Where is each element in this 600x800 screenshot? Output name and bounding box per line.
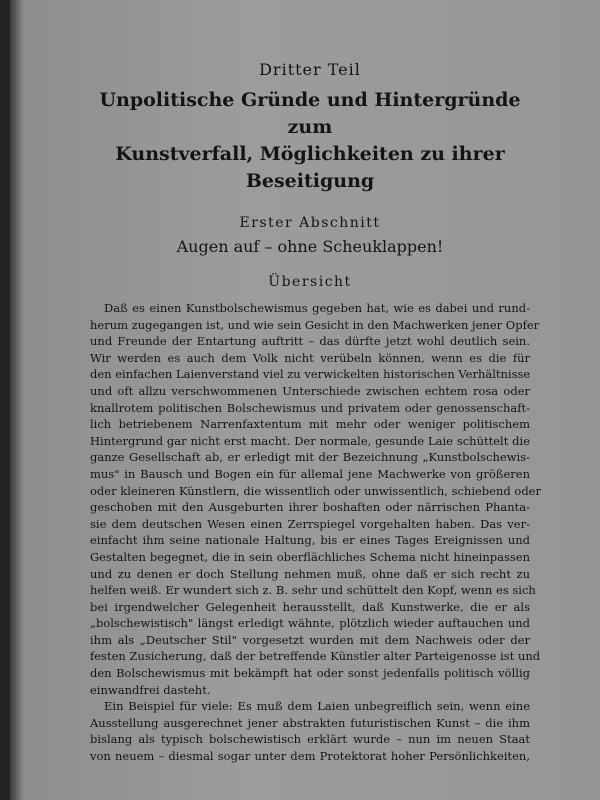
text-line: und zu denen er doch Stellung nehmen muß, ohne daß er sich recht zu (90, 566, 530, 581)
text-line: ganze Gesellschaft ab, er erledigt mit der Bezeichnung „Kunstbolschewis- (90, 450, 530, 465)
text-line: bei irgendwelcher Gelegenheit herausstellt, daß Kunstwerke, die er als (90, 599, 530, 614)
text-line: einwandfrei dasteht. (90, 682, 211, 697)
overview-heading: Übersicht (268, 274, 352, 290)
text-line: den einfachen Laienverstand viel zu verwickelten historischen Verhältnisse (90, 367, 531, 382)
text-line: einfacht ihm seine nationale Haltung, bis er eines Tages Ereignissen und (90, 533, 530, 548)
text-line: helfen weiß. Er wundert sich z. B. sehr und schüttelt den Kopf, wenn es sich (90, 583, 536, 598)
text-line: geschoben mit den Ausgeburten ihrer boshaften oder närrischen Phanta- (90, 500, 530, 515)
text-line: festen Zusicherung, daß der betreffende Künstler alter Parteigenosse ist und (90, 649, 541, 664)
chapter-title-line-1: Unpolitische Gründe und Hintergründe zum (99, 89, 521, 138)
text-line: Gestalten begegnet, die in sein oberflächliches Schema nicht hineinpassen (90, 549, 530, 564)
book-page (10, 0, 600, 800)
text-line: Ausstellung ausgerechnet jener abstrakten futuristischen Kunst – die ihm (90, 715, 530, 730)
text-line: ihm als „Deutscher Stil" vorgesetzt wurden mit dem Nachweis oder der (90, 632, 530, 647)
chapter-title (90, 87, 530, 195)
chapter-title-line-2: Kunstverfall, Möglichkeiten zu ihrer Beseitigung (115, 143, 505, 192)
text-line: „bolschewistisch" längst erledigt wähnte, plötzlich wieder auftauchen und (90, 616, 530, 631)
body-text (90, 300, 541, 765)
text-line: mus" in Bausch und Bogen ein für allemal jene Machwerke von größeren (90, 466, 530, 481)
text-line: knallrotem politischen Bolschewismus und privatem oder genossenschaft- (90, 400, 530, 415)
text-line: bislang als typisch bolschewistisch erklärt wurde – nun im neuen Staat (90, 732, 530, 747)
text-line: sie dem deutschen Wesen einen Zerrspiegel vorgehalten haben. Das ver- (90, 516, 530, 531)
text-line: den Bolschewismus mit bekämpft hat oder sonst jedenfalls politisch völlig (90, 666, 530, 681)
text-line: Daß es einen Kunstbolschewismus gegeben hat, wie es dabei und rund- (104, 301, 530, 315)
part-heading: Dritter Teil (259, 60, 361, 79)
text-line: herum zugegangen ist, und wie sein Gesicht in den Machwerken jener Opfer (90, 317, 540, 332)
text-line: lich betriebenem Narrenfaxtentum mit mehr oder weniger politischem (90, 417, 530, 432)
text-line: Wir werden es auch dem Volk nicht verübeln können, wenn es die für (90, 350, 530, 365)
text-line: und oft allzu verschwommenen Unterschiede zwischen echtem rosa oder (90, 383, 530, 398)
page-content (90, 60, 541, 765)
section-heading: Erster Abschnitt (239, 215, 381, 231)
page-gutter-shadow (10, 0, 24, 800)
text-line: Hintergrund gar nicht erst macht. Der normale, gesunde Laie schüttelt die (90, 433, 530, 448)
text-line: von neuem – diesmal sogar unter dem Protektorat hoher Persönlichkeiten, (90, 749, 530, 764)
section-subtitle: Augen auf – ohne Scheuklappen! (176, 237, 444, 256)
text-line: oder kleineren Künstlern, die wissentlich oder unwissentlich, schiebend oder (90, 483, 541, 498)
text-line: Ein Beispiel für viele: Es muß dem Laien unbegreiflich sein, wenn eine (104, 699, 530, 714)
text-line: und Freunde der Entartung auftritt – das dürfte jetzt wohl deutlich sein. (90, 334, 530, 349)
